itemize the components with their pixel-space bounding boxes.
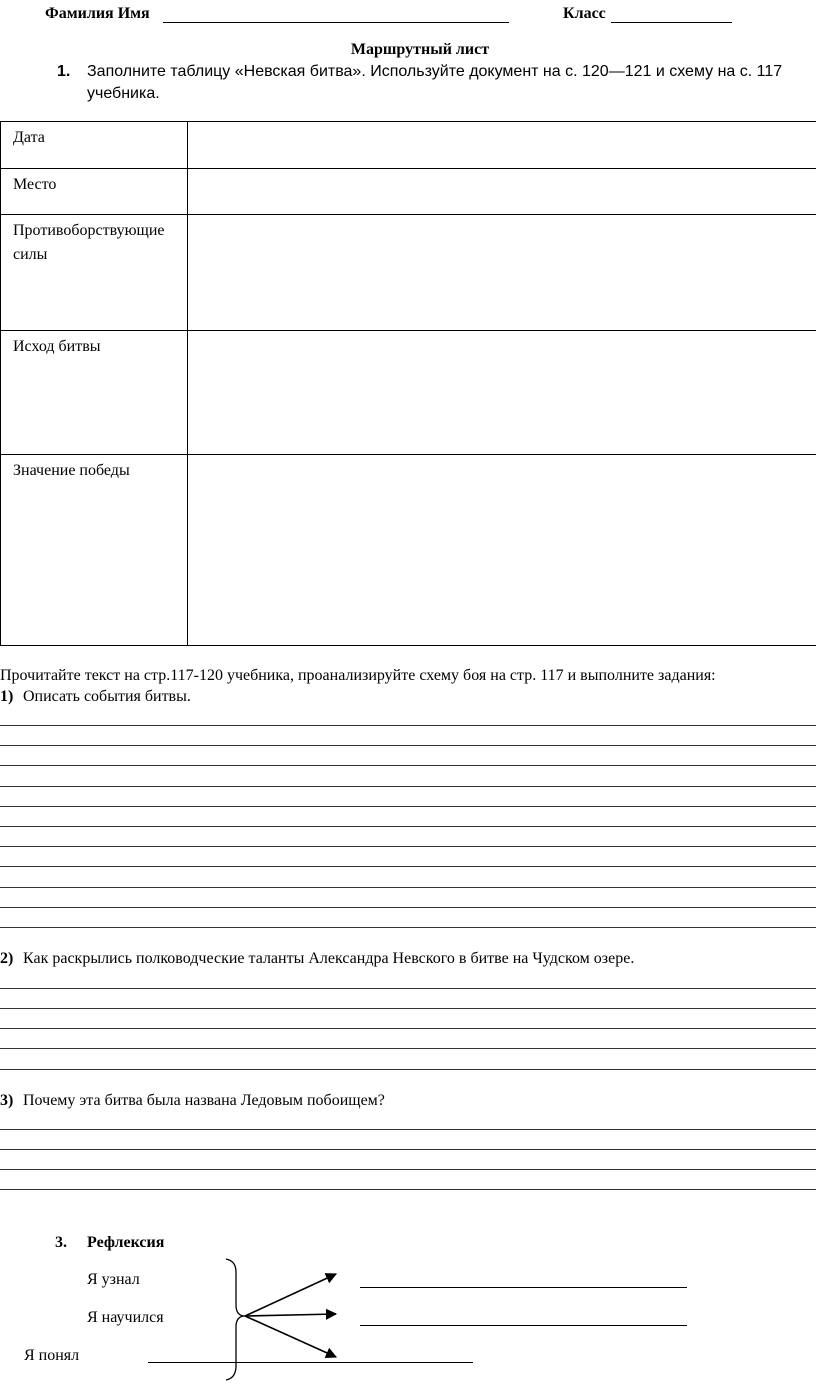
question1-text: Описать события битвы. xyxy=(23,688,191,705)
reflection-number: 3. xyxy=(55,1234,67,1251)
reflection-item-understood: Я понял xyxy=(24,1347,80,1364)
name-label: Фамилия Имя xyxy=(45,5,150,22)
row-label: Значение победы xyxy=(1,455,188,646)
arrow-icon xyxy=(245,1274,336,1316)
reflection-item-studied: Я научился xyxy=(87,1309,164,1326)
row-label: Место xyxy=(1,169,188,215)
class-label: Класс xyxy=(563,5,606,22)
question3-text: Почему эта битва была названа Ледовым побоищем? xyxy=(23,1092,385,1109)
reflection-item-learned: Я узнал xyxy=(87,1271,140,1288)
row-label: Противоборствующие силы xyxy=(1,215,188,331)
reflection-answer-line[interactable] xyxy=(148,1362,473,1363)
question2-number: 2) xyxy=(0,950,14,967)
row-label: Исход битвы xyxy=(1,331,188,455)
task1-text-cont: учебника. xyxy=(87,85,160,102)
reflection-title: Рефлексия xyxy=(87,1234,165,1251)
arrow-icon xyxy=(245,1316,336,1357)
task1-text: Заполните таблицу «Невская битва». Используйте документ на с. 120—121 и схему на с. 117 xyxy=(87,63,783,80)
question3-number: 3) xyxy=(0,1092,14,1109)
reflection-answer-line[interactable] xyxy=(360,1287,687,1288)
task1-number: 1. xyxy=(57,63,71,80)
question1-number: 1) xyxy=(0,688,14,705)
question2-text: Как раскрылись полководческие таланты Александра Невского в битве на Чудском озере. xyxy=(23,950,635,967)
row-label: Дата xyxy=(1,122,188,169)
instructions-text: Прочитайте текст на стр.117-120 учебника, проанализируйте схему боя на стр. 117 и выполните задания: xyxy=(0,667,716,684)
reflection-answer-line[interactable] xyxy=(360,1325,687,1326)
page-title: Маршрутный лист xyxy=(350,41,490,58)
arrow-icon xyxy=(245,1314,336,1316)
